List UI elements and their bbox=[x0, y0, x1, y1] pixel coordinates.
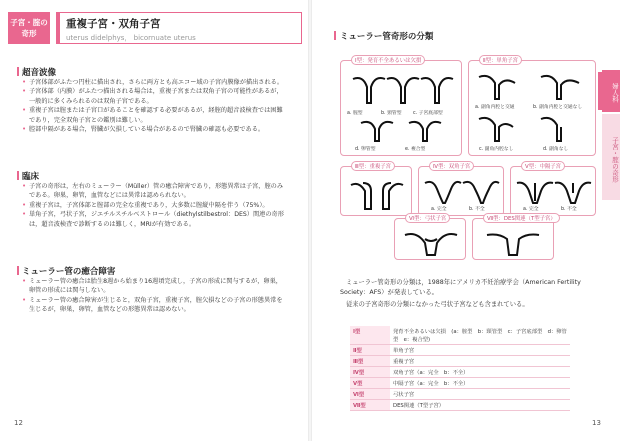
table-row bbox=[350, 389, 570, 400]
list-item: • 子宮体部（内膜）がふたつ描出される場合は，重複子宮または双角子宮の可能性があるが，一般的に多くみられるのは双角子宮である。 bbox=[22, 87, 284, 106]
type-4-tag: Ⅳ型：双角子宮 bbox=[429, 161, 474, 171]
table-key: Ⅳ型 bbox=[350, 367, 390, 378]
caption: a. 完全 bbox=[431, 207, 447, 212]
table-row bbox=[350, 378, 570, 389]
type-5-tag: Ⅴ型：中隔子宮 bbox=[521, 161, 565, 171]
section-heading-fusion: ミューラー管の癒合障害 bbox=[22, 267, 116, 277]
type-2-tag: Ⅱ型：単角子宮 bbox=[479, 55, 522, 65]
side-tab-gynecology[interactable]: 婦人科 bbox=[602, 70, 620, 112]
caption: a. 腟型 bbox=[347, 111, 363, 116]
clinical-list bbox=[22, 182, 284, 229]
table-row bbox=[350, 326, 570, 345]
table-key: Ⅲ型 bbox=[350, 356, 390, 367]
table-value: 中隔子宮（a：完全 b：不全） bbox=[390, 378, 570, 389]
caption: b. 不全 bbox=[561, 207, 577, 212]
uterus-diagram bbox=[423, 177, 501, 205]
uterus-diagram bbox=[403, 229, 459, 257]
list-item: • 腔部中隔がある場合，腎臓が欠損している場合があるので腎臓の確認も必要である。 bbox=[22, 125, 284, 134]
type-3-tag: Ⅲ型：重複子宮 bbox=[351, 161, 395, 171]
list-item: • 子宮の奇形は，左右のミューラー（Müller）管の癒合障害であり，形態異常は子宮，腟のみである。卵巣，卵管，血管などには異常は認められない。 bbox=[22, 182, 284, 201]
type-7-box bbox=[472, 218, 554, 260]
table-value: DES関連（T型子宮） bbox=[390, 400, 570, 411]
caption: a. 完全 bbox=[523, 207, 539, 212]
table-row bbox=[350, 367, 570, 378]
table-key: Ⅶ型 bbox=[350, 400, 390, 411]
table-row bbox=[350, 356, 570, 367]
caption: d. 卵管型 bbox=[355, 147, 376, 152]
uterus-diagram bbox=[515, 177, 593, 205]
table-value: 発育不全あるいは欠損 (a：腟型 b：頸管型 c：子宮底部型 d：卵管型 e：複合型) bbox=[390, 326, 570, 345]
list-item: • 重複子宮は腟または子宮口があることを確認する必要があるが，経腟的超音波検査では困難であり，完全双角子宮との鑑別は難しい。 bbox=[22, 106, 284, 125]
body-paragraph: 従来の子宮奇形の分類になかった弓状子宮なども含まれている。 bbox=[346, 301, 529, 308]
type-4-box bbox=[418, 166, 504, 216]
page-subtitle: uterus didelphys， bicornuate uterus bbox=[66, 34, 196, 42]
table-value: 重複子宮 bbox=[390, 356, 570, 367]
table-key: Ⅵ型 bbox=[350, 389, 390, 400]
uterus-diagram bbox=[359, 117, 445, 143]
caption: b. 副角内腔と交通なし bbox=[533, 105, 583, 110]
table-value: 弓状子宮 bbox=[390, 389, 570, 400]
caption: c. 子宮底部型 bbox=[413, 111, 443, 116]
type-3-box bbox=[340, 166, 412, 216]
type-7-tag: Ⅶ型：DES関連（T型子宮） bbox=[483, 213, 560, 223]
section-heading-ultrasound: 超音波像 bbox=[22, 68, 57, 78]
page-number-left: 12 bbox=[14, 419, 23, 427]
table-row bbox=[350, 345, 570, 356]
table-row bbox=[350, 400, 570, 411]
fusion-list bbox=[22, 277, 284, 315]
list-item: • 重複子宮は，子宮体部と腟部の完全な重複であり，大多数に腟縦中隔を伴う（75%）。 bbox=[22, 201, 284, 210]
table-value: 単角子宮 bbox=[390, 345, 570, 356]
classification-table bbox=[350, 326, 570, 411]
type-6-box bbox=[394, 218, 466, 260]
caption: e. 複合型 bbox=[405, 147, 426, 152]
list-item: • ミューラー管の癒合障害が生じると，双角子宮，重複子宮，腟欠損などの子宮の形態異常を生じるが，卵巣，卵管，血管などの形態異常は認めない。 bbox=[22, 296, 284, 315]
body-paragraph: ミューラー管奇形の分類は，1988年にアメリカ不妊治療学会（American Fertility Society：AFS）が発表している。 bbox=[340, 279, 581, 296]
chapter-chip: 子宮・腟の奇形 bbox=[8, 12, 50, 44]
table-key: Ⅴ型 bbox=[350, 378, 390, 389]
uterus-diagram bbox=[475, 71, 591, 101]
uterus-diagram bbox=[349, 71, 455, 107]
list-item: • 子宮体部がふたつ円柱に描出され，さらに両方とも高エコー域の子宮内膜像が描出される。 bbox=[22, 78, 284, 87]
right-page bbox=[310, 0, 620, 441]
caption: b. 頸管型 bbox=[381, 111, 402, 116]
type-6-tag: Ⅵ型：弓状子宮 bbox=[405, 213, 450, 223]
page-title: 重複子宮・双角子宮 bbox=[66, 18, 161, 30]
caption: c. 副角内腔なし bbox=[479, 147, 514, 152]
page-number-right: 13 bbox=[592, 419, 601, 427]
caption: a. 副角内腔と交通 bbox=[475, 105, 515, 110]
list-item: • ミューラー管の癒合は胎生8週から始まり16週頃完成し，子宮の形成に関与するが，卵巣，卵管の形成には関与しない。 bbox=[22, 277, 284, 296]
classification-title: ミューラー管奇形の分類 bbox=[340, 32, 434, 42]
side-tab-section[interactable]: 子宮・腟の奇形 bbox=[602, 114, 620, 200]
page-title-box bbox=[56, 12, 302, 44]
caption: b. 不全 bbox=[469, 207, 485, 212]
table-key: Ⅰ型 bbox=[350, 326, 390, 345]
table-value: 双角子宮（a：完全 b：不全） bbox=[390, 367, 570, 378]
caption: d. 副角なし bbox=[543, 147, 569, 152]
type-1-tag: Ⅰ型：発育不全あるいは欠損 bbox=[351, 55, 425, 65]
list-item: • 単角子宮，弓状子宮，ジエチルスチルベストロール（diethylstilbestrol：DES）関連の奇形は，超音波検査で診断するのは難しく，MRIが有効である。 bbox=[22, 210, 284, 229]
type-5-box bbox=[510, 166, 596, 216]
type-2-box bbox=[468, 60, 596, 156]
table-key: Ⅱ型 bbox=[350, 345, 390, 356]
section-heading-clinical: 臨床 bbox=[22, 172, 40, 182]
uterus-diagram bbox=[485, 229, 541, 257]
type-1-box bbox=[340, 60, 462, 156]
ultrasound-list bbox=[22, 78, 284, 134]
uterus-diagram bbox=[475, 113, 591, 143]
uterus-diagram bbox=[349, 177, 405, 211]
